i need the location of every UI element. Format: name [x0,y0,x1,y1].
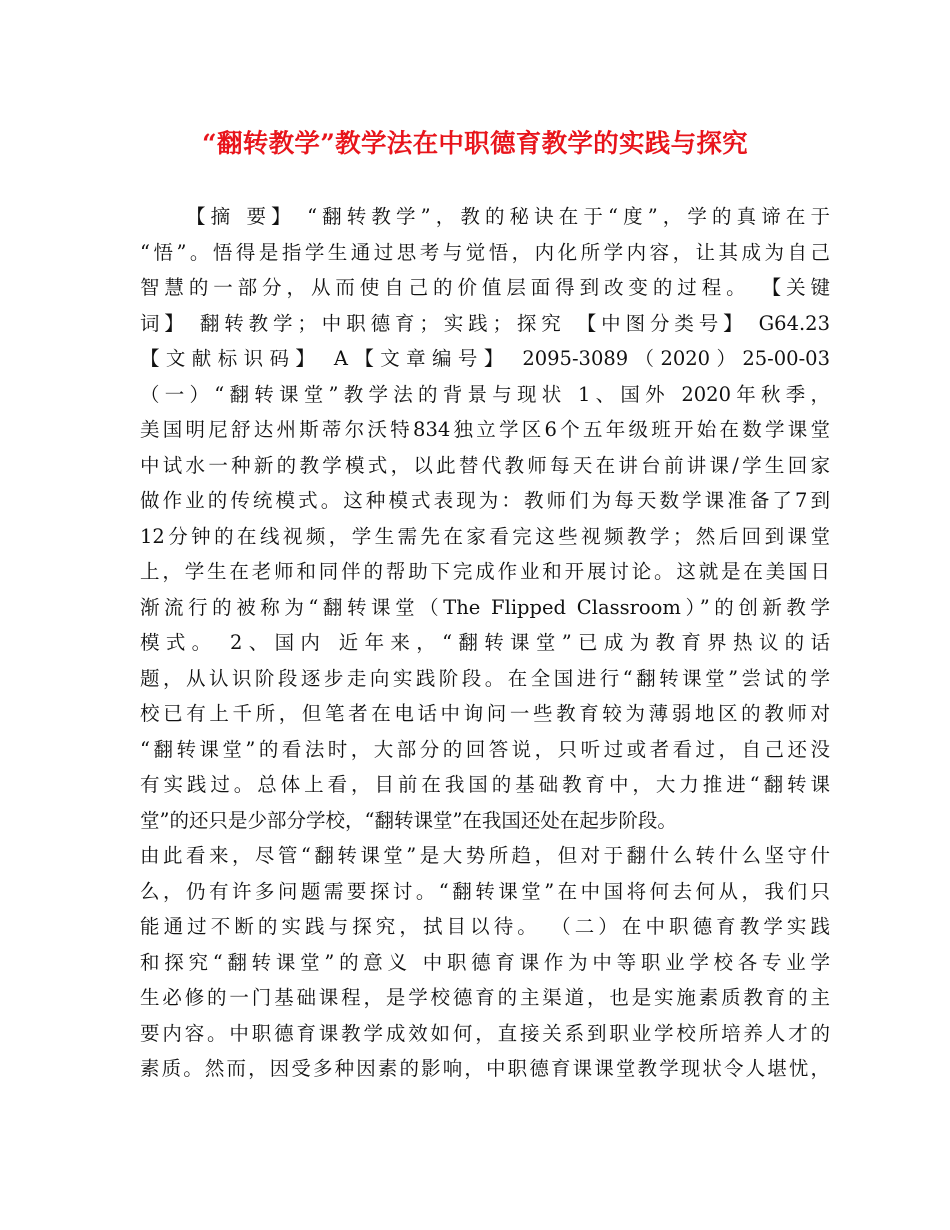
body-line: “翻转课堂”的看法时，大部分的回答说，只听过或者看过，自己还没 [140,737,830,761]
body-line: 题，从认识阶段逐步走向实践阶段。在全国进行“翻转课堂”尝试的学 [140,666,830,690]
body-line: 12分钟的在线视频，学生需先在家看完这些视频教学；然后回到课堂 [140,524,830,548]
body-line: 词】 翻转教学；中职德育；实践；探究 【中图分类号】 G64.23 [140,311,830,335]
body-line: 中试水一种新的教学模式，以此替代教师每天在讲台前讲课/学生回家 [140,453,830,477]
document-title: “翻转教学”教学法在中职德育教学的实践与探究 [202,129,748,159]
body-line: 上，学生在老师和同伴的帮助下完成作业和开展讨论。这就是在美国日 [140,560,830,583]
body-line: 能通过不断的实践与探究，拭目以待。 （二）在中职德育教学实践 [140,915,830,938]
body-line: 和探究“翻转课堂”的意义 中职德育课作为中等职业学校各专业学 [140,950,830,974]
document-body [140,199,830,1087]
body-line: 【摘 要】 “翻转教学”，教的秘诀在于“度”，学的真谛在于 [186,205,830,228]
body-line: 么，仍有许多问题需要探讨。“翻转课堂”在中国将何去何从，我们只 [140,879,830,903]
body-line: 美国明尼舒达州斯蒂尔沃特834独立学区6个五年级班开始在数学课堂 [140,418,830,441]
body-line: 要内容。中职德育课教学成效如何，直接关系到职业学校所培养人才的 [140,1021,830,1045]
body-line: 素质。然而，因受多种因素的影响，中职德育课课堂教学现状令人堪忧， [140,1057,830,1080]
body-line: 由此看来，尽管“翻转课堂”是大势所趋，但对于翻什么转什么坚守什 [140,844,830,867]
body-line: 校已有上千所，但笔者在电话中询问一些教育较为薄弱地区的教师对 [140,702,830,725]
body-line: 有实践过。总体上看，目前在我国的基础教育中，大力推进“翻转课 [140,773,830,796]
body-line: 做作业的传统模式。这种模式表现为：教师们为每天数学课准备了7到 [140,489,830,512]
body-line: 堂”的还只是少部分学校，“翻转课堂”在我国还处在起步阶段。 [140,808,677,832]
body-line: 生必修的一门基础课程，是学校德育的主渠道，也是实施素质教育的主 [140,986,830,1009]
body-line: 智慧的一部分，从而使自己的价值层面得到改变的过程。 【关键 [140,276,830,299]
body-line: 渐流行的被称为“翻转课堂（The Flipped Classroom）”的创新教学 [140,595,830,619]
body-line: 模式。 2、国内 近年来，“翻转课堂”已成为教育界热议的话 [140,631,830,654]
body-line: 【文献标识码】 A【文章编号】 2095-3089（2020）25-00-03 [140,347,830,370]
body-line: （一）“翻转课堂”教学法的背景与现状 1、国外 2020年秋季， [140,382,830,406]
body-line: “悟”。悟得是指学生通过思考与觉悟，内化所学内容，让其成为自己 [140,240,830,264]
